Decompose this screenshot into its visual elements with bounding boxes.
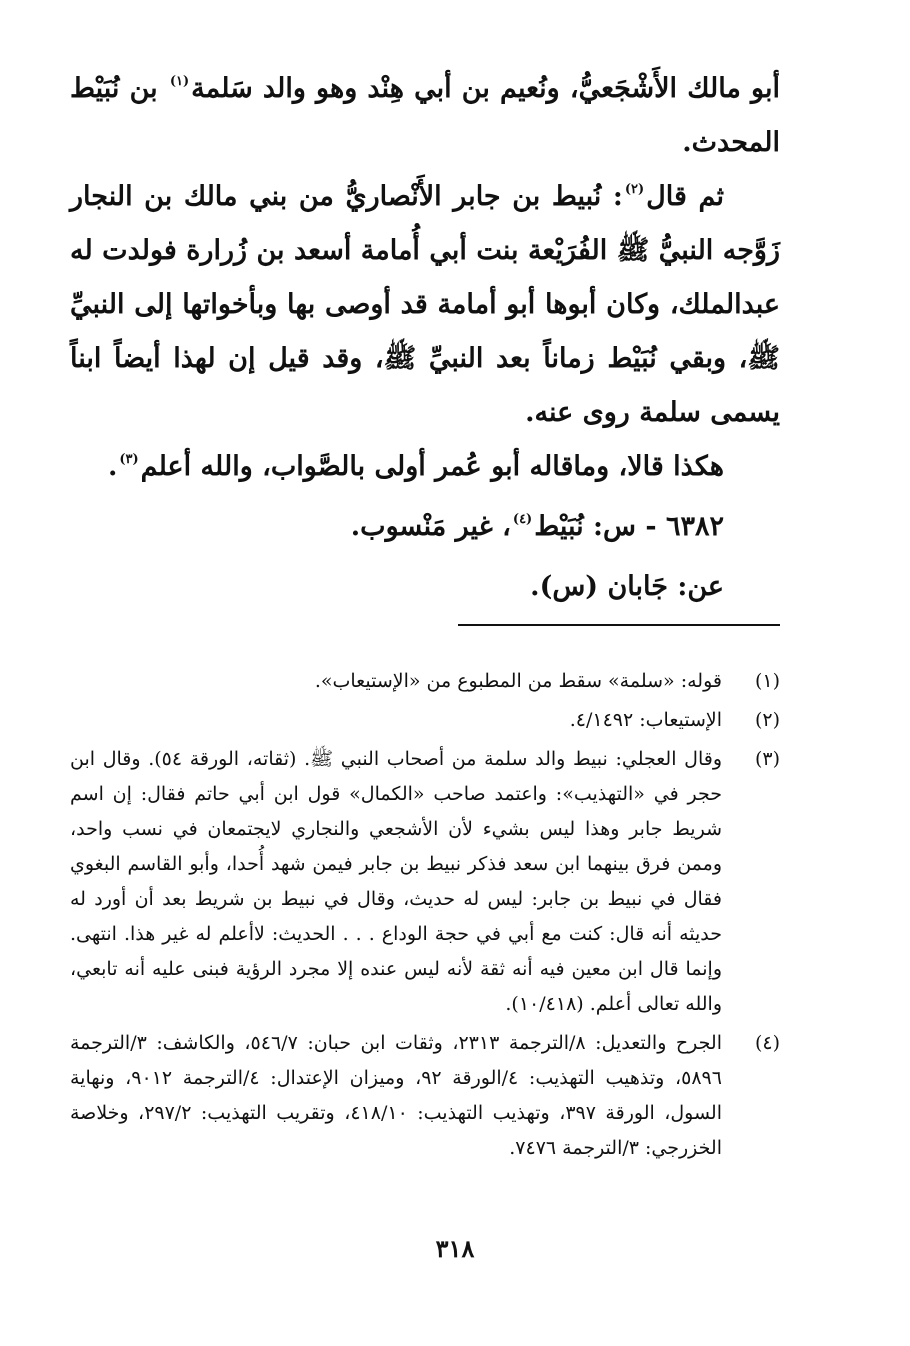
footnote-ref-3: (٣) bbox=[119, 452, 139, 467]
entry-heading bbox=[70, 500, 780, 554]
entry-heading-text: ٦٣٨٢ - س: نُبَيْط bbox=[534, 511, 724, 542]
footnote-2 bbox=[70, 703, 780, 738]
paragraph-2-text-end: : نُبيط بن جابر الأَنْصاريُّ من بني مالك بن النجار زَوَّجه النبيُّ ﷺ الفُرَيْعة بنت أبي أُمامة أسعد بن زُرارة فولدت له عبدالملك، وكان أبوها أبو أمامة قد أوصى بها وبأخواتها إلى النبيِّ ﷺ، وبقي نُبَيْط زماناً بعد النبيِّ ﷺ، وقد قيل إن لهذا أيضاً ابناً يسمى سلمة روى عنه. bbox=[70, 181, 780, 428]
footnote-1 bbox=[70, 664, 780, 699]
paragraph-1-text-end: بن نُبَيْط المحدث. bbox=[70, 73, 780, 158]
paragraph-3 bbox=[70, 440, 780, 494]
entry-narrated-from: عن: جَابان (س). bbox=[530, 571, 724, 602]
paragraph-2 bbox=[70, 170, 780, 440]
footnote-ref-2: (٢) bbox=[624, 182, 645, 197]
footnote-text: قوله: «سلمة» سقط من المطبوع من «الإستيعاب». bbox=[314, 670, 722, 692]
footnote-text: الإستيعاب: ٤/١٤٩٢. bbox=[569, 709, 722, 731]
page-number: ٣١٨ bbox=[435, 1234, 475, 1263]
main-text bbox=[70, 62, 780, 614]
footnote-text: الجرح والتعديل: ٨/الترجمة ٢٣١٣، وثقات ابن حبان: ٥٤٦/٧، والكاشف: ٣/الترجمة ٥٨٩٦، وتذهيب التهذيب: ٤/الورقة ٩٢، وميزان الإعتدال: ٤/الترجمة ٩٠١٢، ونهاية السول، الورقة ٣٩٧، وتهذيب التهذيب: ٤١٨/١٠، وتقريب التهذيب: ٢٩٧/٢، وخلاصة الخزرجي: ٣/الترجمة ٧٤٧٦. bbox=[70, 1032, 722, 1159]
footnote-ref-4: (٤) bbox=[512, 512, 533, 527]
paragraph-1 bbox=[70, 62, 780, 170]
footnote-divider bbox=[458, 624, 780, 626]
footnote-ref-1: (١) bbox=[169, 74, 190, 89]
footnote-number: (٢) bbox=[754, 709, 780, 731]
footnote-4 bbox=[70, 1026, 780, 1166]
footnote-number: (٤) bbox=[754, 1032, 780, 1054]
paragraph-1-text: أبو مالك الأَشْجَعيُّ، ونُعيم بن أبي هِنْد وهو والد سَلمة bbox=[191, 73, 780, 104]
footnotes bbox=[70, 664, 780, 1170]
paragraph-2-text: ثم قال bbox=[646, 181, 724, 212]
paragraph-3-text-end: . bbox=[107, 451, 118, 482]
entry-heading-text-end: ، غير مَنْسوب. bbox=[350, 511, 511, 542]
footnote-text: وقال العجلي: نبيط والد سلمة من أصحاب النبي ﷺ. (ثقاته، الورقة ٥٤). وقال ابن حجر في «التهذيب»: واعتمد صاحب «الكمال» قول ابن أبي حاتم فقال: إن اسم شريط جابر وهذا ليس بشيء لأن الأشجعي والنجاري لايجتمعان في نسب واحد، وممن فرق بينهما ابن سعد فذكر نبيط بن جابر فيمن شهد أُحدا، وأبو القاسم البغوي فقال في نبيط بن جابر: ليس له حديث، وقال في نبيط بن شريط بعد أن أورد له حديثه أنه قال: كنت مع أبي في حجة الوداع . . . الحديث: لاأعلم له غير هذا. انتهى. وإنما قال ابن معين فيه أنه ثقة لأنه ليس عنده إلا مجرد الرؤية فبنى عليه أنه تابعي، والله تعالى أعلم. (١٠/٤١٨). bbox=[70, 748, 722, 1015]
footnote-number: (١) bbox=[754, 670, 780, 692]
paragraph-3-text: هكذا قالا، وماقاله أبو عُمر أولى بالصَّواب، والله أعلم bbox=[140, 451, 724, 482]
footnote-3 bbox=[70, 742, 780, 1022]
footnote-number: (٣) bbox=[754, 748, 780, 770]
